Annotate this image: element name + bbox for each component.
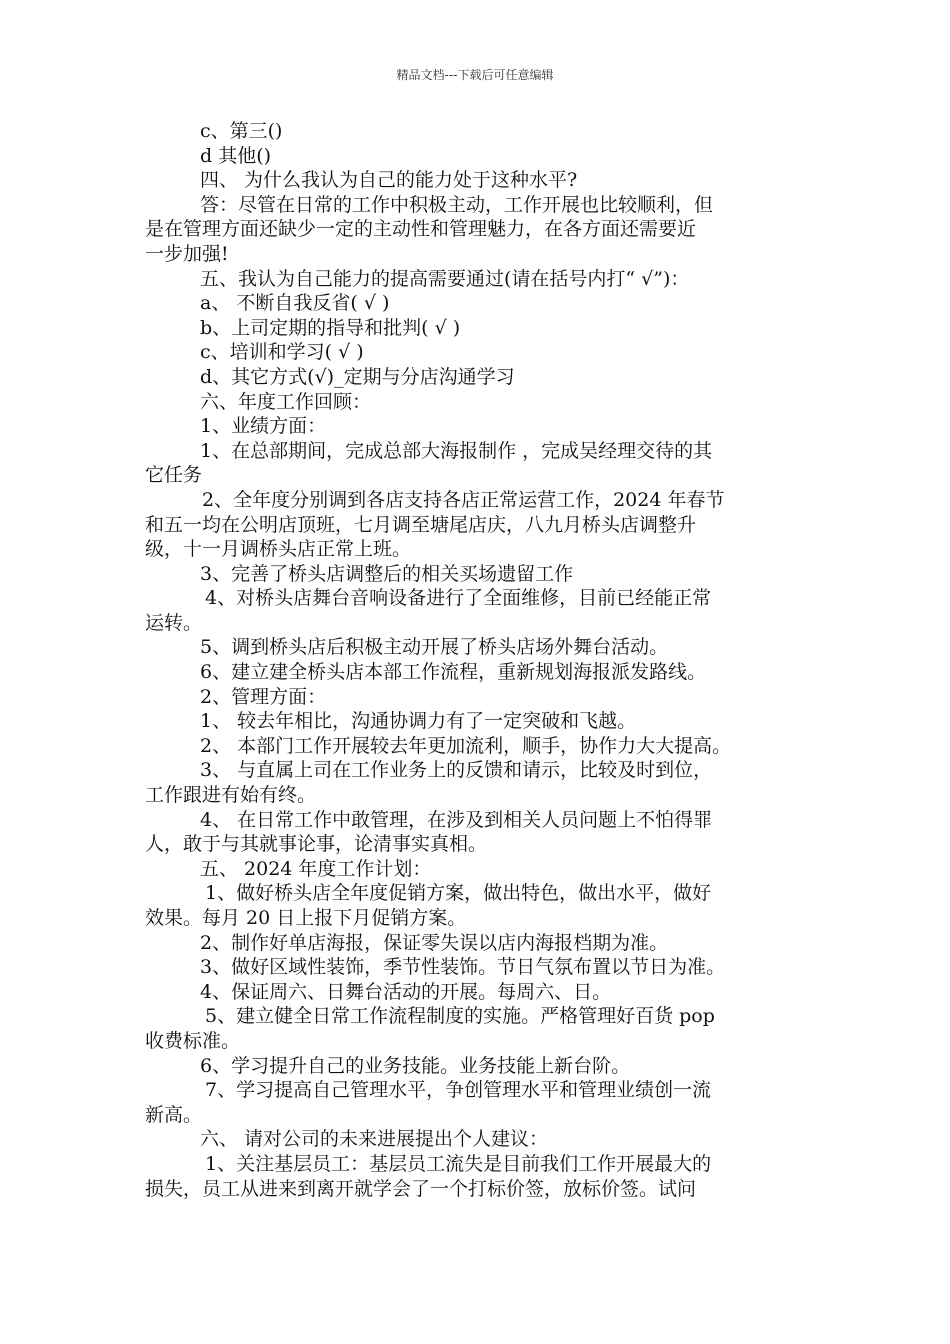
text-line: 2、管理方面：	[200, 685, 327, 708]
text-line: 效果。每月 20 日上报下月促销方案。	[145, 907, 467, 929]
text-line: 它任务	[145, 464, 203, 487]
text-line: 3、做好区域性装饰，季节性装饰。节日气氛布置以节日为准。	[200, 956, 726, 979]
text-line: 六、 请对公司的未来进展提出个人建议：	[200, 1128, 549, 1151]
text-line: 新高。	[145, 1103, 203, 1126]
document-body	[145, 119, 815, 1201]
text-line: 2、全年度分别调到各店支持各店正常运营工作，2024 年春节	[202, 488, 725, 511]
text-line: 损失，员工从进来到离开就学会了一个打标价签，放标价签。试问	[145, 1177, 697, 1200]
text-line: 6、建立建全桥头店本部工作流程，重新规划海报派发路线。	[200, 661, 707, 684]
text-line: 答：尽管在日常的工作中积极主动，工作开展也比较顺利，但	[200, 193, 714, 216]
text-line: 人，敢于与其就事论事，论清事实真相。	[145, 833, 488, 856]
text-line: 4、 在日常工作中敢管理，在涉及到相关人员问题上不怕得罪	[200, 808, 713, 831]
text-line: 3、 与直属上司在工作业务上的反馈和请示，比较及时到位，	[200, 759, 713, 782]
text-line: 收费标准。	[145, 1029, 241, 1052]
text-line: 五、 2024 年度工作计划：	[200, 857, 432, 880]
text-line: 一步加强!	[145, 242, 229, 265]
text-line: 1、业绩方面：	[200, 415, 327, 438]
text-line: 级，十一月调桥头店正常上班。	[145, 538, 412, 561]
text-line: a、 不断自我反省( √ )	[200, 292, 390, 315]
page-header: 精品文档---下载后可任意编辑	[396, 68, 554, 82]
text-line: 2、制作好单店海报，保证零失误以店内海报档期为准。	[200, 931, 669, 954]
text-line: 工作跟进有始有终。	[145, 784, 317, 807]
text-line: d、其它方式(√)_定期与分店沟通学习	[200, 365, 515, 388]
text-line: 5、调到桥头店后积极主动开展了桥头店场外舞台活动。	[200, 636, 669, 659]
text-line: b、上司定期的指导和批判( √ )	[200, 316, 461, 339]
text-line: d 其他()	[200, 144, 272, 167]
text-line: c、第三()	[200, 120, 283, 142]
text-line: 运转。	[145, 611, 203, 634]
text-line: 5、建立健全日常工作流程制度的实施。严格管理好百货 pop	[205, 1005, 715, 1028]
text-line: c、培训和学习( √ )	[200, 341, 364, 364]
text-line: 3、完善了桥头店调整后的相关买场遗留工作	[200, 562, 574, 585]
text-line: 1、 较去年相比，沟通协调力有了一定突破和飞越。	[200, 710, 637, 733]
text-line: 和五一均在公明店顶班，七月调至塘尾店庆，八九月桥头店调整升	[145, 513, 697, 536]
text-line: 1、关注基层员工：基层员工流失是目前我们工作开展最大的	[205, 1152, 712, 1175]
text-line: 2、 本部门工作开展较去年更加流利，顺手，协作力大大提高。	[200, 734, 732, 757]
text-line: 4、对桥头店舞台音响设备进行了全面维修，目前已经能正常	[205, 587, 712, 610]
text-line: 四、 为什么我认为自己的能力处于这种水平?	[200, 169, 578, 192]
text-line: 五、我认为自己能力的提高需要通过(请在括号内打“ √”)：	[200, 267, 690, 290]
text-line: 是在管理方面还缺少一定的主动性和管理魅力，在各方面还需要近	[145, 218, 697, 241]
text-line: 4、保证周六、日舞台活动的开展。每周六、日。	[200, 980, 612, 1003]
text-line: 6、学习提升自己的业务技能。业务技能上新台阶。	[200, 1054, 631, 1077]
text-line: 1、在总部期间，完成总部大海报制作 ，完成吴经理交待的其	[200, 439, 713, 462]
text-line: 1、做好桥头店全年度促销方案，做出特色，做出水平，做好	[205, 882, 712, 905]
text-line: 7、学习提高自己管理水平，争创管理水平和管理业绩创一流	[205, 1079, 712, 1102]
text-line: 六、年度工作回顾：	[200, 390, 372, 413]
